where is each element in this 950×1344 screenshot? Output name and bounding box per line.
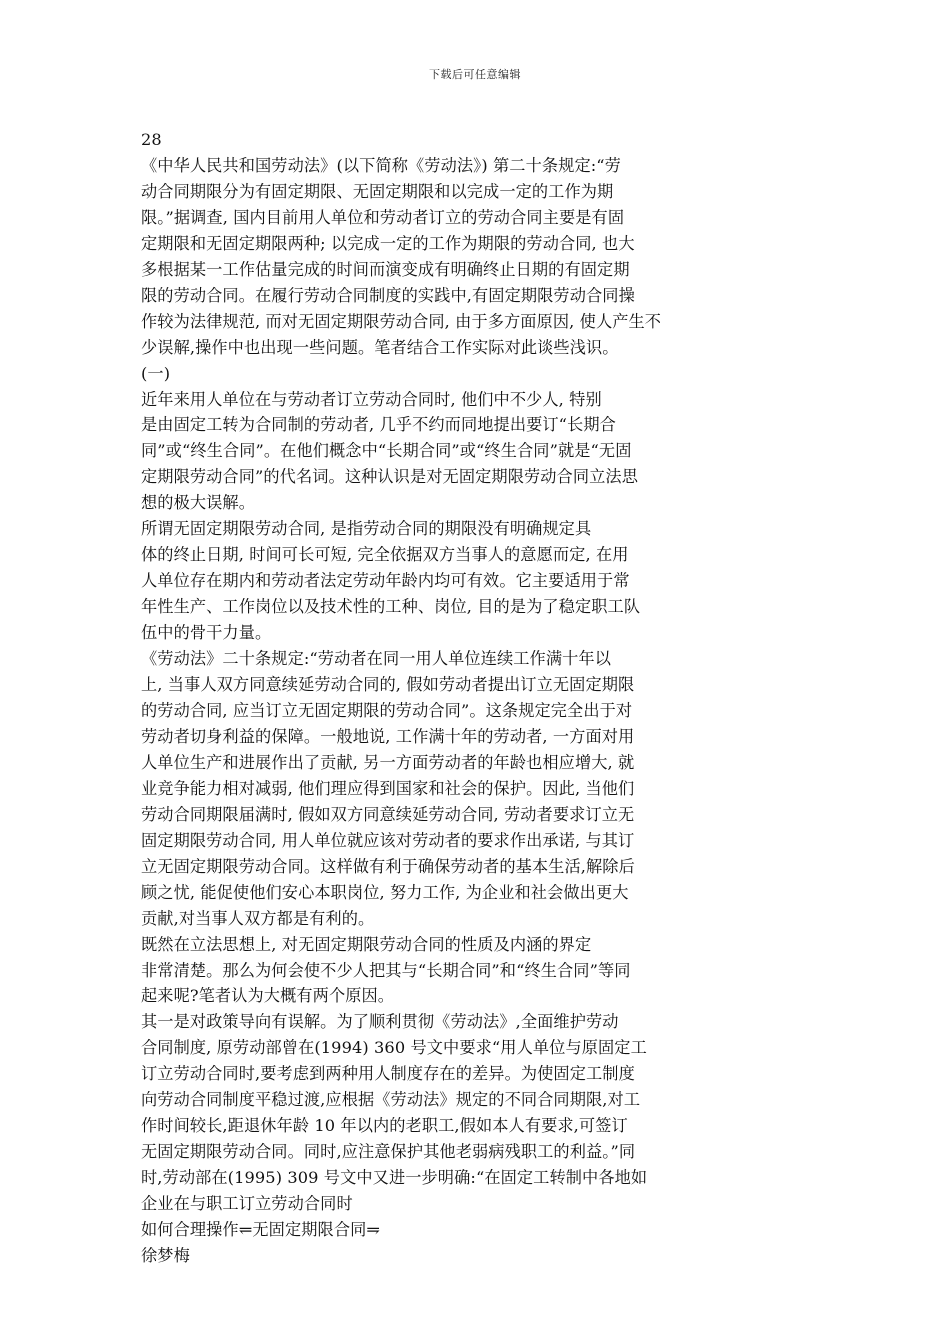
text-line: 《中华人民共和国劳动法》(以下简称《劳动法》) 第二十条规定:“劳: [141, 155, 621, 175]
text-line: 上, 当事人双方同意续延劳动合同的, 假如劳动者提出订立无固定期限: [141, 675, 635, 695]
text-line: 多根据某一工作估量完成的时间而演变成有明确终止日期的有固定期: [141, 259, 630, 279]
text-line: 想的极大误解。: [141, 493, 256, 513]
text-line: 限。”据调查, 国内目前用人单位和劳动者订立的劳动合同主要是有固: [141, 207, 625, 227]
text-line: 其一是对政策导向有误解。为了顺利贯彻《劳动法》,全面维护劳动: [141, 1012, 619, 1032]
text-line: 劳动合同期限届满时, 假如双方同意续延劳动合同, 劳动者要求订立无: [141, 804, 635, 824]
text-line: 近年来用人单位在与劳动者订立劳动合同时, 他们中不少人, 特别: [141, 389, 602, 409]
text-line: 同”或“终生合同”。在他们概念中“长期合同”或“终生合同”就是“无固: [141, 441, 632, 461]
text-line: 时,劳动部在(1995) 309 号文中又进一步明确:“在固定工转制中各地如: [141, 1168, 648, 1188]
text-line: 合同制度, 原劳动部曾在(1994) 360 号文中要求“用人单位与原固定工: [141, 1038, 647, 1058]
text-line: 人单位生产和进展作出了贡献, 另一方面劳动者的年龄也相应增大, 就: [141, 752, 635, 772]
text-line: 人单位存在期内和劳动者法定劳动年龄内均可有效。它主要适用于常: [141, 571, 630, 591]
text-line: 立无固定期限劳动合同。这样做有利于确保劳动者的基本生活,解除后: [141, 856, 635, 876]
text-line: 所谓无固定期限劳动合同, 是指劳动合同的期限没有明确规定具: [141, 519, 592, 539]
text-line: 贡献,对当事人双方都是有利的。: [141, 908, 375, 928]
text-line: 作时间较长,距退休年龄 10 年以内的老职工,假如本人有要求,可签订: [141, 1116, 628, 1136]
text-line: 限的劳动合同。在履行劳动合同制度的实践中,有固定期限劳动合同操: [141, 285, 635, 305]
text-line: 起来呢?笔者认为大概有两个原因。: [141, 986, 395, 1006]
text-line: 向劳动合同制度平稳过渡,应根据《劳动法》规定的不同合同期限,对工: [141, 1090, 641, 1110]
text-line: 体的终止日期, 时间可长可短, 完全依据双方当事人的意愿而定, 在用: [141, 545, 629, 565]
article-title: 如何合理操作⥫无固定期限合同⥭: [141, 1220, 381, 1240]
text-line: 少误解,操作中也出现一些问题。笔者结合工作实际对此谈些浅识。: [141, 337, 619, 357]
text-line: 订立劳动合同时,要考虑到两种用人制度存在的差异。为使固定工制度: [141, 1064, 635, 1084]
section-heading: (一): [141, 363, 171, 383]
text-line: 定期限劳动合同”的代名词。这种认识是对无固定期限劳动合同立法思: [141, 467, 638, 487]
text-line: 劳动者切身利益的保障。一般地说, 工作满十年的劳动者, 一方面对用: [141, 726, 635, 746]
text-line: 伍中的骨干力量。: [141, 623, 272, 643]
text-line: 的劳动合同, 应当订立无固定期限的劳动合同”。这条规定完全出于对: [141, 700, 633, 720]
document-body: [141, 127, 741, 1269]
text-line: 年性生产、工作岗位以及技术性的工种、岗位, 目的是为了稳定职工队: [141, 597, 641, 617]
page-number-line: 28: [141, 130, 162, 149]
text-line: 顾之忧, 能促使他们安心本职岗位, 努力工作, 为企业和社会做出更大: [141, 882, 629, 902]
author-name: 徐梦梅: [141, 1245, 190, 1265]
text-line: 动合同期限分为有固定期限、无固定期限和以完成一定的工作为期: [141, 181, 614, 201]
text-line: 固定期限劳动合同, 用人单位就应该对劳动者的要求作出承诺, 与其订: [141, 830, 635, 850]
text-line: 既然在立法思想上, 对无固定期限劳动合同的性质及内涵的界定: [141, 934, 592, 954]
text-line: 《劳动法》二十条规定:“劳动者在同一用人单位连续工作满十年以: [141, 649, 611, 669]
text-line: 定期限和无固定期限两种; 以完成一定的工作为期限的劳动合同, 也大: [141, 233, 635, 253]
text-line: 无固定期限劳动合同。同时,应注意保护其他老弱病残职工的利益。”同: [141, 1142, 636, 1162]
text-line: 作较为法律规范, 而对无固定期限劳动合同, 由于多方面原因, 使人产生不: [141, 311, 662, 331]
text-line: 是由固定工转为合同制的劳动者, 几乎不约而同地提出要订“长期合: [141, 415, 616, 435]
text-line: 企业在与职工订立劳动合同时: [141, 1194, 353, 1214]
page-header: 下载后可任意编辑: [429, 68, 521, 81]
text-line: 非常清楚。那么为何会使不少人把其与“长期合同”和“终生合同”等同: [141, 960, 631, 980]
text-line: 业竞争能力相对减弱, 他们理应得到国家和社会的保护。因此, 当他们: [141, 778, 635, 798]
